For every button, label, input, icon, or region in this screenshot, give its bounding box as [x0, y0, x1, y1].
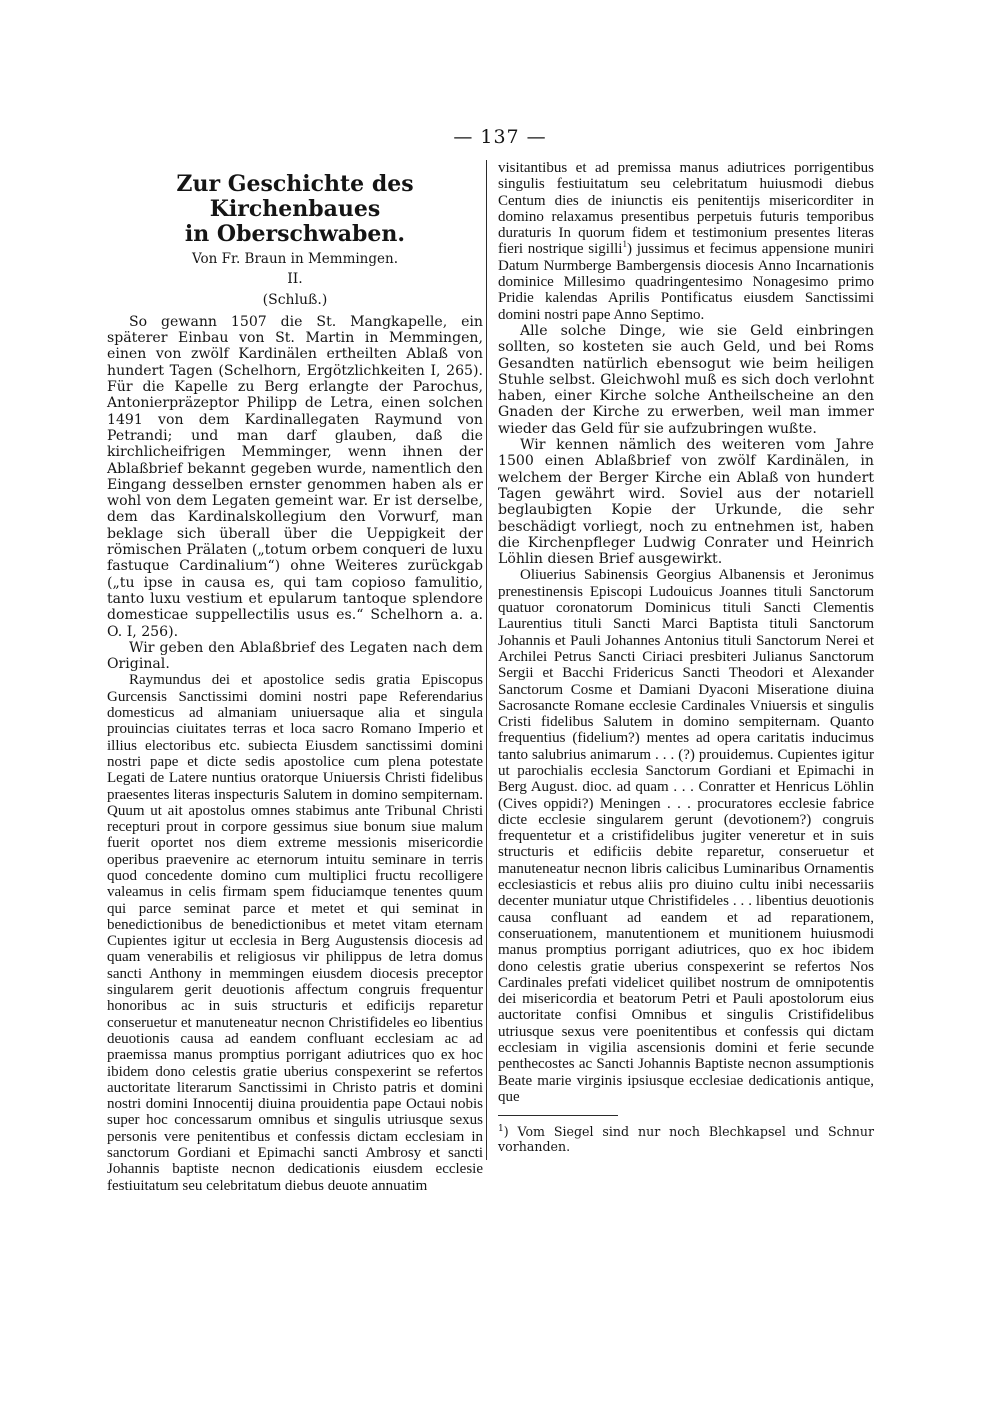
latin-charter-text-continued	[498, 160, 874, 323]
section-subtitle: (Schluß.)	[262, 291, 328, 308]
left-column	[107, 172, 483, 1194]
section-number: II.	[287, 271, 303, 288]
charter-text-part: ) jussimus et fecimus appensione muniri Datum Nurmberge Bambergensis diocesis Anno Incarnationis dominice Millesimo quadringentesimo Nonagesimo primo Pridie kalendas Aprilis Pontificatus eiusdem Sanctissimi domini nostri pape Anno Septimo.	[498, 241, 875, 323]
footnote-rule	[498, 1115, 618, 1116]
article-title-line-2: in Oberschwaben.	[184, 221, 406, 247]
paragraph: Alle solche Dinge, wie sie Geld einbringen sollten, so kosteten sie auch Geld, und bei Roms Gesandten natürlich ebensogut wie beim heiligen Stuhle selbst. Gleichwohl muß es sich doch verlohnt haben, einer Kirche solche Antheilscheine an den Gnaden der Kirche zu erwerben, weil man immer wieder das Geld für sie aufzubringen wußte.	[498, 322, 874, 437]
footnote-number: 1	[498, 1124, 504, 1135]
paragraph: Wir geben den Ablaßbrief des Legaten nach dem Original.	[107, 639, 483, 673]
footnote	[498, 1124, 874, 1154]
right-column	[498, 160, 874, 1154]
latin-charter-text: Raymundus dei et apostolice sedis gratia Episcopus Gurcensis Sanctissimi domini nostri pape Referendarius domesticus ad almaniam uniuersaque alia et singula prouincias ciuitates terras et loca sacro Romano Imperio et illius electoribus etc. subiecta Eiusdem sanctissimi domini nostri pape et dicte sedis apostolice cum plena potestate Legati de Latere nuntius oratorque Uniuersis Christi fidelibus praesentes literas inspecturis Salutem in domino sempiternam. Quum ut ait apostolus omnes stabimus ante Tribunal Christi recepturi prout in corpore gessimus siue bonum siue malum fuerit oportet nos diem extreme messionis misericordie operibus praevenire ac eternorum intuitu seminare in terris quod concedente domino cum multiplici fructu recolligere valeamus in celis firmam spem fiduciamque tenentes quum qui parce seminat parce et metet et qui seminat in benedictionibus de benedictionibus et metet vitam eternam Cupientes igitur ut ecclesia in Berg Augustensis diocesis ad quam venerabilis et religiosus vir philippus de letra domus sancti Anthony in memmingen eiusdem diocesis preceptor singularem gerit deuotionis affectum congruis frequentur honoribus ac in suis structuris et edificijs reparetur conseruetur et manuteneatur necnon Christifideles eo libentius deuotionis causa ad eandem confluant ecclesiam ac ad praemissa manus promptius porrigant adiutrices quo ex hoc ibidem dono celestis gratie uberius conspexerint se refertos auctoritate literarum Sanctissimi in Christo patris et domini nostri domini Innocentij diuina prouidentia pape Octaui nobis super hoc concessarum omnibus et singulis utriusque sexus personis vere penitentibus et confessis dictam ecclesiam in sanctorum Gordiani et Epimachi sancti Ambrosy et sancti Johannis baptiste necnon dedicationis eiusdem ecclesie festiuitatum seu celebritatum diebus deuote annuatim	[107, 672, 483, 1194]
article-byline: Von Fr. Braun in Memmingen.	[192, 251, 398, 267]
page-number: — 137 —	[453, 126, 547, 148]
footnote-text: ) Vom Siegel sind nur noch Blechkapsel und Schnur vorhanden.	[498, 1124, 874, 1155]
paragraph: Wir kennen nämlich des weiteren vom Jahre 1500 einen Ablaßbrief von zwölf Kardinälen, in welchem der Berger Kirche ein Ablaß von hundert Tagen gewährt wird. Soviel aus der notariell beglaubigten Kopie der Urkunde, die sehr beschädigt vorliegt, noch zu entnehmen ist, haben die Kirchenpfleger Ludwig Conrater und Heinrich Löhlin diesen Brief ausgewirkt.	[498, 437, 874, 568]
article-title-line-1: Zur Geschichte des Kirchenbaues	[176, 171, 414, 222]
column-divider	[486, 160, 487, 1160]
footnote-marker: 1	[622, 239, 627, 250]
latin-charter-text: Oliuerius Sabinensis Georgius Albanensis et Jeronimus prenestinensis Episcopi Ludouicus Joannes tituli Sanctorum quatuor coronatorum Dominicus tituli Sancti Clementis Laurentius tituli Sancti Marci Baptista tituli Sanctorum Johannis et Pauli Johannes Antonius tituli Sanctorum Nerei et Archilei Petrus Sancti Ciriaci presbiteri Julianus Sanctorum Sergii et Bacchi Fridericus Sancti Theodori et Alexander Sanctorum Cosme et Damiani Dyaconi Miseratione diuina Sacrosancte Romane ecclesie Cardinales Vniuersis et singulis Cristi fidelibus Salutem in domino sempiternam. Quanto frequentius (fidelium?) mentes ad opera caritatis inducimus tanto salubrius animarum . . . (?) prouidemus. Cupientes igitur ut parochialis ecclesia Sanctorum Gordiani et Epimachi in Berg August. dioc. ad quam . . . Conratter et Henricus Löhlin (Cives oppidi?) Meningen . . . procuratores ecclesie fabrice dicte ecclesie singularem gerunt (devotionem?) congruis frequentetur et a cristifidelibus jugiter veneretur et in suis structuris et edificiis debite reparetur, conseruetur et manuteneatur necnon libris calicibus Luminaribus Ornamentis ecclesiasticis et rebus aliis pro diuino cultu inibi necessariis decenter muniatur utque Christifideles . . . libentius deuotionis causa confluant ad eandem et ad reparationem, conseruationem, manutentionem et munitionem huiusmodi manus promptius porrigant adiutrices, quo ex hoc ibidem dono celestis gratie uberius conspexerint se refertos Nos Cardinales prefati videlicet quilibet nostrum de omnipotentis dei misericordia et beatorum Petri et Pauli apostolorum eius auctoritate confisi Omnibus et singulis Cristifidelibus utriusque sexus vere poenitentibus et confessis qui dictam ecclesiam in vigilia ascensionis domini et ferie secunde penthecostes ac Sancti Johannis Baptiste necnon assumptionis Beate marie virginis ipsiusque ecclesiae dedicationis antique, que	[498, 567, 874, 1105]
charter-text-part: visitantibus et ad premissa manus adiutrices porrigentibus singulis festiuitatum seu celebritatum huiusmodi diebus Centum dies de iniunctis eis penitentijs misericorditer in domino relaxamus presentibus perpetuis futuris temporibus duraturis In quorum fidem et testimonium presentes literas fieri nostrique sigilli	[498, 160, 874, 258]
paragraph: So gewann 1507 die St. Mangkapelle, ein späterer Einbau von St. Martin in Memmingen, einen von zwölf Kardinälen ertheilten Ablaß von hundert Tagen (Schelhorn, Ergötzlichkeiten I, 265). Für die Kapelle zu Berg erlangte der Parochus, Antonierpräzeptor Philipp de Letra, einen solchen 1491 von dem Kardinallegaten Raymund von Petrandi; und man darf glauben, daß die kirchlicheifrigen Memminger, wenn ihnen der Ablaßbrief bekannt gegeben wurde, namentlich den Eingang desselben ernster genommen haben als er wohl von dem Legaten gemeint war. Er ist derselbe, dem das Kardinalskollegium den Vorwurf, man beklage sich überall über die Ueppigkeit der römischen Prälaten („totum orbem conqueri de luxu fastuque Cardinalium“) ohne Weiteres zurückgab („tu ipse in causa es, qui tam copioso famulitio, tanto luxu vestium et epularum tantoque splendore domesticae suppellectilis usus es.“ Schelhorn a. a. O. I, 256).	[107, 313, 483, 640]
